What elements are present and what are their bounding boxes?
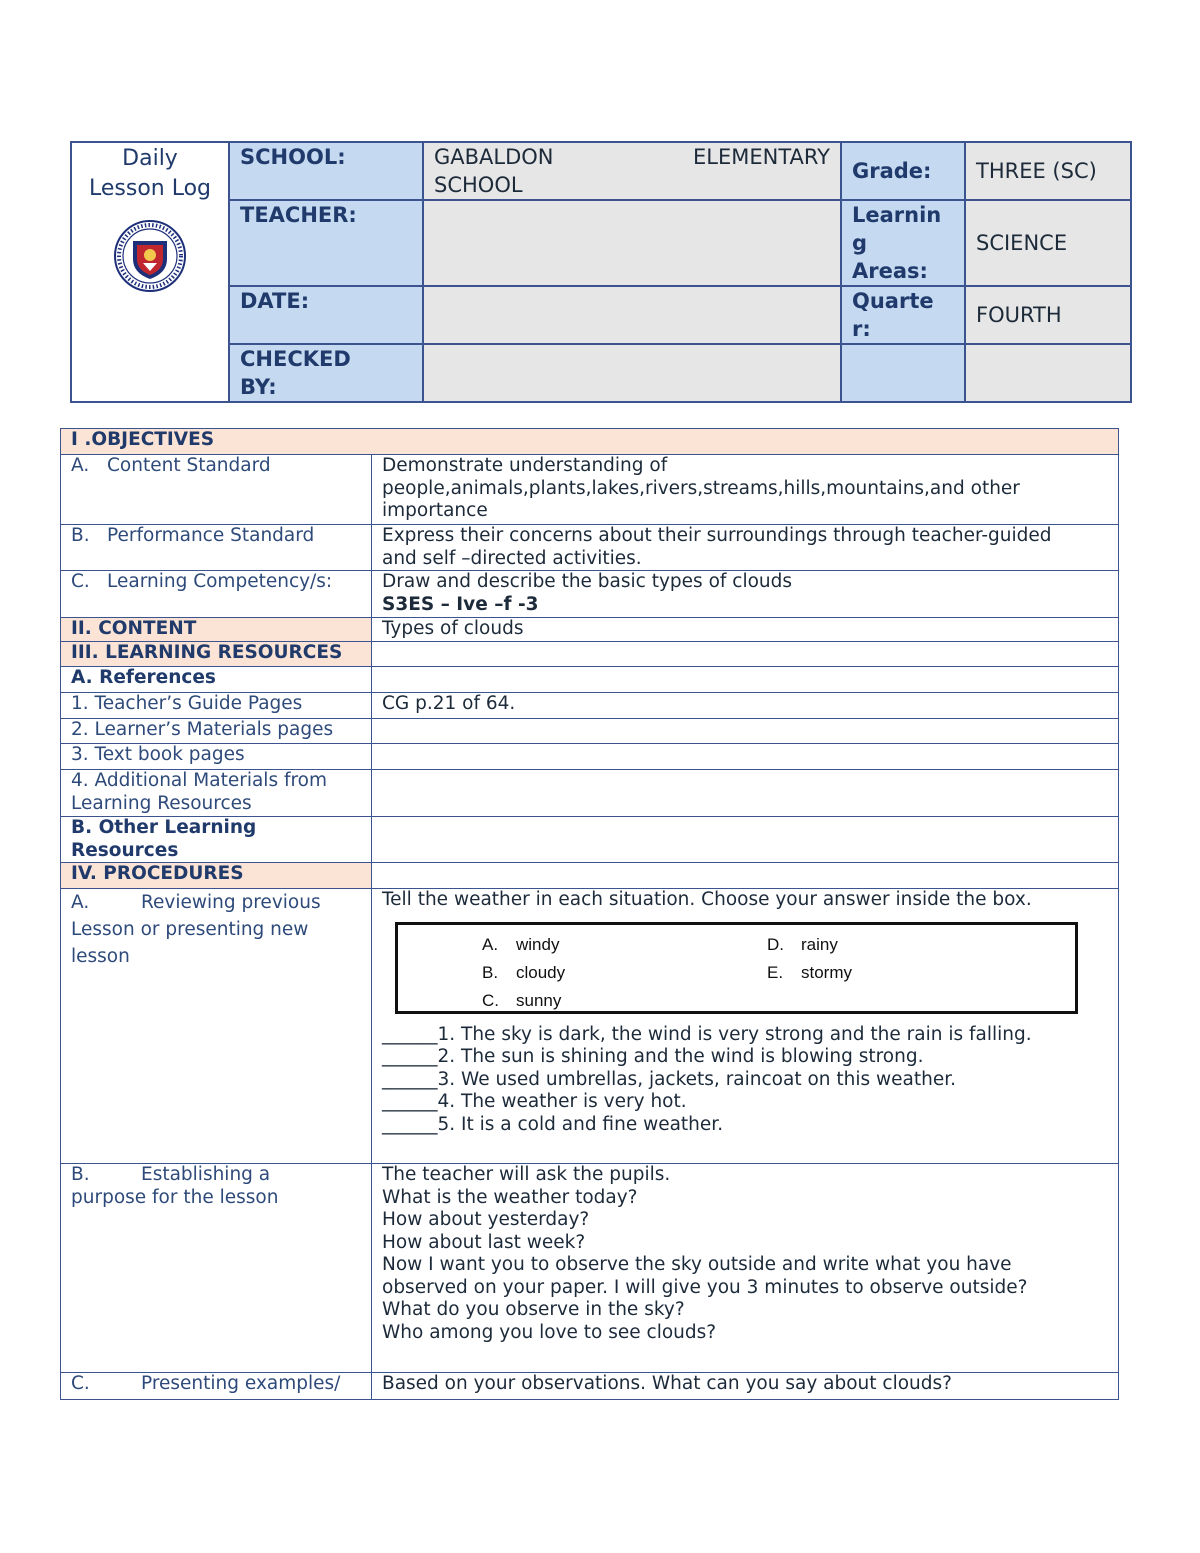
procedure-b-line-1: The teacher will ask the pupils. bbox=[382, 1164, 671, 1185]
performance-standard-line-2: and self –directed activities. bbox=[382, 547, 642, 569]
other-resources-line-1: B. Other Learning bbox=[71, 817, 257, 838]
learners-materials-label: 2. Learner’s Materials pages bbox=[61, 719, 372, 744]
choice-a-text: windy bbox=[516, 934, 560, 954]
references-label: A. References bbox=[61, 667, 372, 693]
procedure-b-line-8: Who among you love to see clouds? bbox=[382, 1321, 717, 1343]
competency-letter: C. bbox=[71, 571, 90, 592]
learning-areas-value: SCIENCE bbox=[965, 200, 1131, 286]
procedure-b-line-3: How about yesterday? bbox=[382, 1209, 590, 1230]
choice-d-text: rainy bbox=[801, 934, 838, 954]
content-standard-label bbox=[61, 455, 372, 525]
question-5: ______5. It is a cold and fine weather. bbox=[382, 1113, 724, 1135]
content-value: Types of clouds bbox=[372, 618, 1119, 642]
lesson-plan-table bbox=[60, 428, 1119, 1400]
other-resources-value bbox=[372, 817, 1119, 863]
checked-by-value[interactable] bbox=[423, 344, 841, 402]
other-resources-label bbox=[61, 817, 372, 863]
choice-e-letter: E. bbox=[767, 962, 784, 982]
content-section-header: II. CONTENT bbox=[61, 618, 372, 642]
procedure-a-letter: A. bbox=[71, 892, 90, 913]
competency-label bbox=[61, 571, 372, 618]
title-cell bbox=[71, 142, 229, 402]
grade-value: THREE (SC) bbox=[965, 142, 1131, 200]
choice-c-letter: C. bbox=[482, 990, 499, 1010]
quarter-label bbox=[841, 286, 965, 344]
procedure-b-letter: B. bbox=[71, 1164, 90, 1185]
additional-materials-line-2: Learning Resources bbox=[71, 792, 252, 814]
checked-by-extra-value bbox=[965, 344, 1131, 402]
resources-section-header: III. LEARNING RESOURCES bbox=[61, 642, 372, 667]
school-label: SCHOOL: bbox=[229, 142, 423, 200]
content-standard-line-3: importance bbox=[382, 500, 488, 521]
quarter-label-1: Quarte bbox=[852, 289, 934, 313]
additional-materials-value bbox=[372, 770, 1119, 817]
learning-areas-label bbox=[841, 200, 965, 286]
learning-areas-label-2: g bbox=[852, 231, 868, 255]
school-value bbox=[423, 142, 841, 200]
performance-standard-letter: B. bbox=[71, 525, 90, 546]
school-name-right: ELEMENTARY bbox=[693, 145, 830, 169]
checked-by-label bbox=[229, 344, 423, 402]
checked-by-extra-label bbox=[841, 344, 965, 402]
learners-materials-value bbox=[372, 719, 1119, 744]
teacher-label: TEACHER: bbox=[229, 200, 423, 286]
procedure-b-line-4: How about last week? bbox=[382, 1231, 586, 1253]
checked-by-label-2: BY: bbox=[240, 375, 277, 399]
choice-a-letter: A. bbox=[482, 934, 499, 954]
choice-b-letter: B. bbox=[482, 962, 499, 982]
procedure-b-label-line-1: Establishing a bbox=[141, 1164, 271, 1185]
choice-d bbox=[767, 935, 838, 955]
procedures-section-header: IV. PROCEDURES bbox=[61, 863, 372, 889]
procedure-a-label-line-3: lesson bbox=[71, 946, 130, 967]
school-name-line2: SCHOOL bbox=[434, 173, 523, 197]
choice-b-text: cloudy bbox=[516, 962, 566, 982]
teachers-guide-value: CG p.21 of 64. bbox=[372, 693, 1119, 719]
content-standard-line-2: people,animals,plants,lakes,rivers,streams,hills,mountains,and other bbox=[382, 477, 1020, 499]
performance-standard-line-1: Express their concerns about their surroundings through teacher-guided bbox=[382, 525, 1052, 546]
procedure-b-label-line-2: purpose for the lesson bbox=[71, 1186, 279, 1208]
school-name-left: GABALDON bbox=[434, 145, 554, 169]
quarter-value: FOURTH bbox=[965, 286, 1131, 344]
procedure-b-content bbox=[372, 1164, 1119, 1373]
procedure-a-content bbox=[372, 889, 1119, 1164]
procedure-b-line-5: Now I want you to observe the sky outside and write what you have bbox=[382, 1254, 1012, 1275]
procedure-c-label bbox=[61, 1373, 372, 1400]
competency-value bbox=[372, 571, 1119, 618]
deped-seal-icon bbox=[113, 219, 187, 293]
choice-c bbox=[482, 991, 561, 1011]
lesson-log-header bbox=[70, 141, 1132, 403]
procedure-b-line-2: What is the weather today? bbox=[382, 1186, 638, 1208]
grade-label: Grade: bbox=[841, 142, 965, 200]
title-line-1: Daily bbox=[122, 146, 178, 171]
additional-materials-label bbox=[61, 770, 372, 817]
answer-choices-box bbox=[395, 922, 1078, 1014]
procedure-b-line-7: What do you observe in the sky? bbox=[382, 1299, 685, 1320]
date-value[interactable] bbox=[423, 286, 841, 344]
references-value bbox=[372, 667, 1119, 693]
question-1: ______1. The sky is dark, the wind is very strong and the rain is falling. bbox=[382, 1023, 1032, 1045]
procedure-c-content: Based on your observations. What can you say about clouds? bbox=[372, 1373, 1119, 1400]
resources-section-value bbox=[372, 642, 1119, 667]
performance-standard-value bbox=[372, 525, 1119, 571]
date-label: DATE: bbox=[229, 286, 423, 344]
quarter-label-2: r: bbox=[852, 317, 871, 341]
procedure-a-label-line-1: Reviewing previous bbox=[141, 892, 321, 913]
choice-b bbox=[482, 963, 565, 983]
performance-standard-label bbox=[61, 525, 372, 571]
choice-d-letter: D. bbox=[767, 934, 784, 954]
question-3: ______3. We used umbrellas, jackets, raincoat on this weather. bbox=[382, 1068, 957, 1090]
textbook-label: 3. Text book pages bbox=[61, 744, 372, 770]
competency-text: Learning Competency/s: bbox=[107, 571, 333, 592]
choice-a bbox=[482, 935, 559, 955]
additional-materials-line-1: 4. Additional Materials from bbox=[71, 770, 328, 791]
objectives-section-header: I .OBJECTIVES bbox=[61, 429, 1119, 455]
content-standard-value bbox=[372, 455, 1119, 525]
procedures-section-value bbox=[372, 863, 1119, 889]
question-4: ______4. The weather is very hot. bbox=[382, 1091, 687, 1112]
content-standard-letter: A. bbox=[71, 455, 90, 476]
choice-e bbox=[767, 963, 852, 983]
procedure-b-line-6: observed on your paper. I will give you 3 minutes to observe outside? bbox=[382, 1276, 1028, 1298]
other-resources-line-2: Resources bbox=[71, 839, 179, 861]
competency-code: S3ES – Ive –f -3 bbox=[382, 593, 539, 615]
choice-c-text: sunny bbox=[516, 990, 562, 1010]
learning-areas-label-3: Areas: bbox=[852, 259, 928, 283]
procedure-a-instruction: Tell the weather in each situation. Choose your answer inside the box. bbox=[382, 889, 1032, 910]
teachers-guide-label: 1. Teacher’s Guide Pages bbox=[61, 693, 372, 719]
learning-areas-label-1: Learnin bbox=[852, 203, 942, 227]
performance-standard-text: Performance Standard bbox=[107, 525, 315, 546]
question-2: ______2. The sun is shining and the wind is blowing strong. bbox=[382, 1046, 924, 1067]
procedure-b-label bbox=[61, 1164, 372, 1373]
competency-line-1: Draw and describe the basic types of clouds bbox=[382, 571, 793, 592]
checked-by-label-1: CHECKED bbox=[240, 347, 351, 371]
content-standard-text: Content Standard bbox=[107, 455, 271, 476]
procedure-a-label-line-2: Lesson or presenting new bbox=[71, 919, 309, 940]
title-line-2: Lesson Log bbox=[88, 176, 212, 201]
textbook-value bbox=[372, 744, 1119, 770]
content-standard-line-1: Demonstrate understanding of bbox=[382, 455, 668, 476]
teacher-value[interactable] bbox=[423, 200, 841, 286]
procedure-a-label bbox=[61, 889, 372, 1164]
procedure-c-letter: C. bbox=[71, 1373, 90, 1394]
choice-e-text: stormy bbox=[801, 962, 852, 982]
procedure-c-label-text: Presenting examples/ bbox=[141, 1373, 341, 1394]
